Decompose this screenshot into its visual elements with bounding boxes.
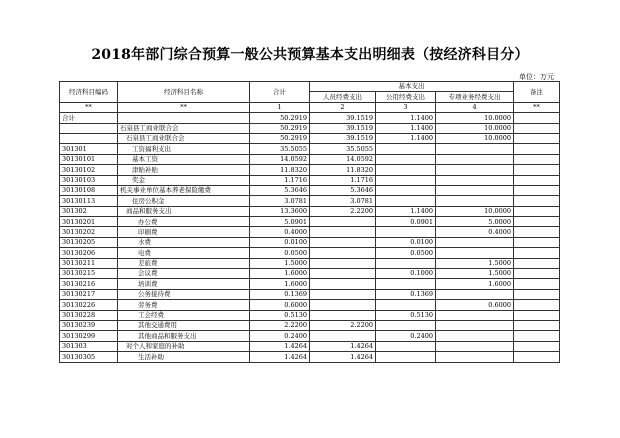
cell-special (436, 154, 514, 164)
cell-name: 住房公积金 (118, 196, 250, 206)
cell-personnel (310, 227, 376, 237)
cell-public: 1.1400 (376, 113, 436, 123)
cell-personnel (310, 258, 376, 268)
cell-code: 30130228 (60, 310, 118, 320)
cell-special (436, 331, 514, 341)
cell-public: 0.2400 (376, 331, 436, 341)
table-row (60, 165, 560, 175)
cell-public (376, 185, 436, 195)
cell-code: 30130305 (60, 352, 118, 362)
index-cell: 1 (250, 102, 310, 112)
cell-name: 劳务费 (118, 300, 250, 310)
cell-total: 0.0100 (250, 237, 310, 247)
document-title: 2018年部门综合预算一般公共预算基本支出明细表（按经济科目分） (91, 47, 529, 63)
cell-personnel: 1.4264 (310, 352, 376, 362)
header-code: 经济科目编码 (60, 82, 118, 103)
cell-total: 35.5055 (250, 144, 310, 154)
cell-personnel (310, 310, 376, 320)
table-row (60, 300, 560, 310)
cell-public: 0.0100 (376, 237, 436, 247)
table-row (60, 227, 560, 237)
cell-name: 基本工资 (118, 154, 250, 164)
cell-personnel (310, 279, 376, 289)
cell-personnel: 1.1716 (310, 175, 376, 185)
index-cell: 3 (376, 102, 436, 112)
cell-code: 30130202 (60, 227, 118, 237)
cell-special (436, 289, 514, 299)
cell-personnel (310, 248, 376, 258)
cell-total: 1.4264 (250, 352, 310, 362)
index-row (60, 102, 560, 112)
cell-personnel (310, 217, 376, 227)
cell-total: 13.3600 (250, 206, 310, 216)
cell-public (376, 258, 436, 268)
index-cell: ** (514, 102, 560, 112)
cell-public (376, 175, 436, 185)
cell-public: 0.0901 (376, 217, 436, 227)
cell-code: 合计 (60, 113, 118, 123)
cell-note (514, 320, 560, 330)
table-row (60, 154, 560, 164)
cell-special: 10.0000 (436, 113, 514, 123)
header-note: 备注 (514, 82, 560, 103)
cell-personnel: 5.3646 (310, 185, 376, 195)
cell-code: 30130216 (60, 279, 118, 289)
cell-special (436, 248, 514, 258)
cell-code: 30130205 (60, 237, 118, 247)
cell-code: 30130206 (60, 248, 118, 258)
cell-public: 0.5130 (376, 310, 436, 320)
cell-public (376, 165, 436, 175)
cell-name: 石泉县工商业联合会 (118, 123, 250, 133)
cell-note (514, 227, 560, 237)
index-cell: 4 (436, 102, 514, 112)
header-public: 公用经费支出 (376, 92, 436, 102)
table-row (60, 185, 560, 195)
header-row-1 (60, 82, 560, 92)
cell-personnel (310, 269, 376, 279)
cell-personnel (310, 289, 376, 299)
cell-note (514, 279, 560, 289)
table-row (60, 217, 560, 227)
cell-personnel: 35.5055 (310, 144, 376, 154)
cell-personnel (310, 331, 376, 341)
cell-note (514, 165, 560, 175)
cell-note (514, 269, 560, 279)
cell-public: 1.1400 (376, 206, 436, 216)
table-row (60, 248, 560, 258)
cell-name: 奖金 (118, 175, 250, 185)
cell-code: 30130211 (60, 258, 118, 268)
cell-code: 301301 (60, 144, 118, 154)
cell-special: 0.6000 (436, 300, 514, 310)
cell-name: 差旅费 (118, 258, 250, 268)
cell-special (436, 165, 514, 175)
table-row (60, 258, 560, 268)
index-cell: ** (118, 102, 250, 112)
cell-public (376, 341, 436, 351)
cell-total: 14.0592 (250, 154, 310, 164)
cell-name: 生活补助 (118, 352, 250, 362)
cell-note (514, 300, 560, 310)
cell-personnel: 14.0592 (310, 154, 376, 164)
cell-note (514, 113, 560, 123)
cell-special (436, 352, 514, 362)
table-row (60, 113, 560, 123)
index-cell: ** (60, 102, 118, 112)
cell-note (514, 144, 560, 154)
cell-name: 机关事业单位基本养老保险缴费 (118, 185, 250, 195)
cell-total: 3.0781 (250, 196, 310, 206)
cell-code (60, 123, 118, 133)
cell-public (376, 196, 436, 206)
table-row (60, 269, 560, 279)
cell-special: 10.0000 (436, 123, 514, 133)
cell-public (376, 320, 436, 330)
cell-note (514, 289, 560, 299)
cell-name: 培训费 (118, 279, 250, 289)
cell-name: 石泉县工商业联合会 (118, 133, 250, 143)
cell-total: 2.2200 (250, 320, 310, 330)
table-row (60, 331, 560, 341)
cell-code: 30130201 (60, 217, 118, 227)
cell-special: 5.0000 (436, 217, 514, 227)
cell-personnel: 3.0781 (310, 196, 376, 206)
cell-special: 1.5000 (436, 258, 514, 268)
cell-name: 水费 (118, 237, 250, 247)
table-row (60, 237, 560, 247)
cell-note (514, 196, 560, 206)
cell-name: 公务接待费 (118, 289, 250, 299)
table-row (60, 133, 560, 143)
cell-name: 其他商品和服务支出 (118, 331, 250, 341)
cell-public: 0.1000 (376, 269, 436, 279)
cell-code: 30130103 (60, 175, 118, 185)
cell-total: 0.6000 (250, 300, 310, 310)
cell-code: 30130102 (60, 165, 118, 175)
cell-personnel (310, 300, 376, 310)
table-row (60, 175, 560, 185)
cell-public: 1.1400 (376, 133, 436, 143)
cell-total: 5.0901 (250, 217, 310, 227)
cell-public (376, 300, 436, 310)
cell-note (514, 154, 560, 164)
table-row (60, 196, 560, 206)
cell-code: 301303 (60, 341, 118, 351)
cell-personnel: 2.2200 (310, 206, 376, 216)
cell-name: 工资福利支出 (118, 144, 250, 154)
cell-code: 30130299 (60, 331, 118, 341)
cell-personnel: 2.2200 (310, 320, 376, 330)
cell-public: 1.1400 (376, 123, 436, 133)
cell-total: 1.6000 (250, 269, 310, 279)
cell-name (118, 113, 250, 123)
cell-total: 50.2919 (250, 133, 310, 143)
header-name: 经济科目名称 (118, 82, 250, 103)
table-row (60, 352, 560, 362)
cell-public (376, 352, 436, 362)
cell-personnel: 11.8320 (310, 165, 376, 175)
cell-code (60, 133, 118, 143)
cell-special (436, 237, 514, 247)
cell-name: 印刷费 (118, 227, 250, 237)
cell-total: 5.3646 (250, 185, 310, 195)
cell-total: 1.1716 (250, 175, 310, 185)
table-row (60, 144, 560, 154)
cell-public (376, 227, 436, 237)
cell-special: 1.5000 (436, 269, 514, 279)
cell-note (514, 133, 560, 143)
cell-special (436, 144, 514, 154)
cell-note (514, 331, 560, 341)
cell-total: 0.4000 (250, 227, 310, 237)
cell-name: 商品和服务支出 (118, 206, 250, 216)
cell-note (514, 123, 560, 133)
cell-special: 10.0000 (436, 206, 514, 216)
cell-special (436, 175, 514, 185)
cell-note (514, 237, 560, 247)
cell-public (376, 279, 436, 289)
header-total: 合计 (250, 82, 310, 103)
cell-code: 301302 (60, 206, 118, 216)
cell-total: 50.2919 (250, 123, 310, 133)
cell-code: 30130215 (60, 269, 118, 279)
cell-special: 10.0000 (436, 133, 514, 143)
cell-name: 会议费 (118, 269, 250, 279)
cell-note (514, 352, 560, 362)
cell-special (436, 341, 514, 351)
cell-name: 电费 (118, 248, 250, 258)
cell-total: 11.8320 (250, 165, 310, 175)
cell-total: 0.2400 (250, 331, 310, 341)
cell-special: 0.4000 (436, 227, 514, 237)
budget-table (59, 81, 560, 363)
cell-total: 1.4264 (250, 341, 310, 351)
cell-note (514, 206, 560, 216)
cell-name: 对个人和家庭的补助 (118, 341, 250, 351)
cell-name: 工会经费 (118, 310, 250, 320)
cell-public: 0.0500 (376, 248, 436, 258)
table-row (60, 320, 560, 330)
table-row (60, 289, 560, 299)
cell-public (376, 154, 436, 164)
cell-special (436, 185, 514, 195)
cell-note (514, 175, 560, 185)
cell-note (514, 258, 560, 268)
cell-total: 0.0500 (250, 248, 310, 258)
cell-total: 1.5000 (250, 258, 310, 268)
table-row (60, 341, 560, 351)
cell-code: 30130239 (60, 320, 118, 330)
cell-name: 其他交通费用 (118, 320, 250, 330)
cell-note (514, 310, 560, 320)
cell-special (436, 310, 514, 320)
cell-total: 0.1369 (250, 289, 310, 299)
cell-special: 1.6000 (436, 279, 514, 289)
cell-note (514, 185, 560, 195)
table-header (60, 82, 560, 113)
cell-code: 30130101 (60, 154, 118, 164)
cell-name: 办公费 (118, 217, 250, 227)
header-special: 专项业务经费支出 (436, 92, 514, 102)
cell-code: 30130217 (60, 289, 118, 299)
cell-personnel: 39.1519 (310, 123, 376, 133)
table-row (60, 279, 560, 289)
cell-note (514, 341, 560, 351)
cell-code: 30130113 (60, 196, 118, 206)
cell-special (436, 196, 514, 206)
index-cell: 2 (310, 102, 376, 112)
header-personnel: 人员经费支出 (310, 92, 376, 102)
cell-personnel: 39.1519 (310, 133, 376, 143)
cell-personnel: 39.1519 (310, 113, 376, 123)
cell-public (376, 144, 436, 154)
cell-note (514, 217, 560, 227)
cell-code: 30130226 (60, 300, 118, 310)
cell-note (514, 248, 560, 258)
unit-label: 单位：万元 (519, 73, 554, 81)
cell-special (436, 320, 514, 330)
table-row (60, 310, 560, 320)
table-row (60, 206, 560, 216)
cell-personnel (310, 237, 376, 247)
table-body (60, 113, 560, 362)
cell-total: 1.6000 (250, 279, 310, 289)
cell-code: 30130108 (60, 185, 118, 195)
cell-name: 津贴补贴 (118, 165, 250, 175)
cell-total: 0.5130 (250, 310, 310, 320)
cell-total: 50.2919 (250, 113, 310, 123)
cell-public: 0.1369 (376, 289, 436, 299)
cell-personnel: 1.4264 (310, 341, 376, 351)
header-basic: 基本支出 (310, 82, 514, 92)
table-row (60, 123, 560, 133)
